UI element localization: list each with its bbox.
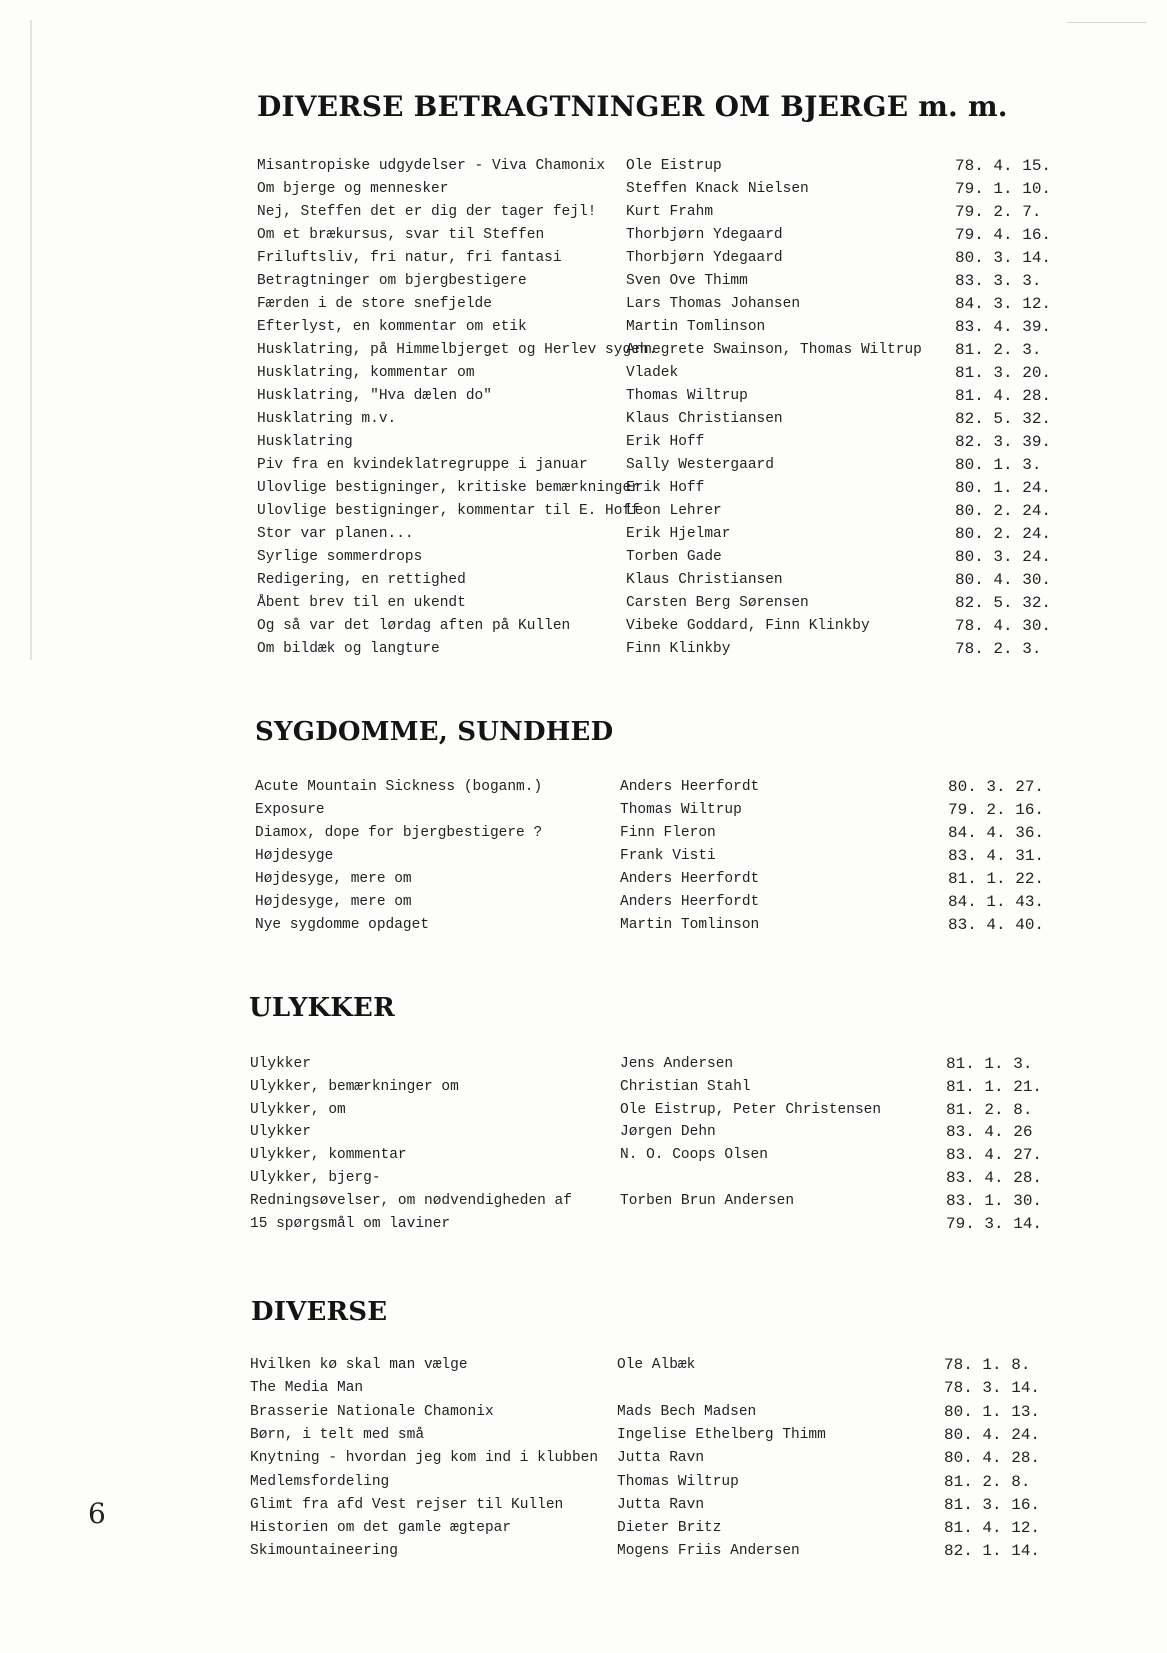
entry-title: Om bildæk og langture [257,641,440,657]
entry-title: Husklatring, "Hva dælen do" [257,388,492,404]
entry-author: Lars Thomas Johansen [626,296,801,312]
entry-title: Historien om det gamle ægtepar [250,1520,512,1537]
entry-title: The Media Man [250,1380,364,1397]
entry-author: Dieter Britz [617,1520,722,1537]
entry-title: Højdesyge [255,848,334,864]
entry-author: Ole Eistrup [626,158,722,174]
entry-reference: 81. 2. 8. [944,1472,1031,1491]
entry-reference: 83. 4. 31. [948,847,1045,865]
entry-reference: 81. 3. 20. [955,364,1052,382]
entry-title: Diamox, dope for bjergbestigere ? [255,825,543,841]
entry-reference: 80. 4. 28. [944,1449,1041,1468]
entry-reference: 79. 2. 16. [948,801,1045,819]
entry-reference: 84. 1. 43. [948,893,1045,911]
entry-author: Thomas Wiltrup [620,802,742,818]
entry-title: Højdesyge, mere om [255,894,412,910]
entry-author: Anders Heerfordt [620,779,760,795]
entry-title: Knytning - hvordan jeg kom ind i klubben [250,1450,599,1467]
entry-reference: 78. 4. 30. [955,617,1052,635]
page-number: 6 [88,1497,106,1530]
entry-author: Erik Hoff [626,480,705,496]
entry-author: Sven Ove Thimm [626,273,748,289]
entry-title: Efterlyst, en kommentar om etik [257,319,527,335]
entry-title: Nej, Steffen det er dig der tager fejl! [257,204,597,220]
entry-author: Torben Brun Andersen [620,1192,795,1209]
entry-reference: 80. 1. 13. [944,1402,1041,1421]
entry-reference: 81. 2. 3. [955,341,1042,359]
entry-author: Jens Andersen [620,1056,734,1072]
entry-title: Husklatring, på Himmelbjerget og Herlev sygeh. [257,342,658,358]
entry-title: Brasserie Nationale Chamonix [250,1403,494,1420]
section-heading-bjerge: DIVERSE BETRAGTNINGER OM BJERGE m. m. [257,90,1008,123]
entry-author: Vibeke Goddard, Finn Klinkby [626,618,870,634]
entry-reference: 78. 2. 3. [955,640,1042,658]
entry-reference: 83. 4. 39. [955,318,1052,336]
entry-title: 15 spørgsmål om laviner [250,1215,451,1232]
entry-reference: 83. 1. 30. [946,1191,1043,1210]
entry-author: Erik Hjelmar [626,526,731,542]
entry-author: Klaus Christiansen [626,572,783,588]
entry-reference: 79. 2. 7. [955,203,1042,221]
entry-title: Nye sygdomme opdaget [255,917,430,933]
entry-reference: 80. 1. 24. [955,479,1052,497]
entry-author: Klaus Christiansen [626,411,783,427]
entry-author: Annegrete Swainson, Thomas Wiltrup [626,342,922,358]
entry-reference: 81. 3. 16. [944,1495,1041,1514]
entry-reference: 78. 1. 8. [944,1356,1031,1374]
entry-author: Torben Gade [626,549,722,565]
entry-title: Syrlige sommerdrops [257,549,423,565]
entry-reference: 83. 4. 28. [946,1169,1043,1187]
scan-mark [1067,22,1147,23]
entry-title: Betragtninger om bjergbestigere [257,273,527,289]
entry-author: Anders Heerfordt [620,871,760,887]
entry-author: Martin Tomlinson [626,319,766,335]
entry-reference: 79. 3. 14. [946,1214,1043,1233]
entry-title: Medlemsfordeling [250,1473,390,1490]
entry-title: Ulykker, kommentar [250,1147,407,1164]
entry-title: Børn, i telt med små [250,1426,425,1443]
entry-title: Friluftsliv, fri natur, fri fantasi [257,250,562,266]
entry-title: Acute Mountain Sickness (boganm.) [255,779,543,795]
entry-author: Ingelise Ethelberg Thimm [617,1426,826,1443]
entry-reference: 80. 2. 24. [955,502,1052,520]
entry-author: Mads Bech Madsen [617,1403,757,1420]
entry-reference: 82. 3. 39. [955,433,1052,451]
entry-author: Leon Lehrer [626,503,722,519]
entry-reference: 78. 3. 14. [944,1379,1041,1398]
entry-reference: 80. 4. 30. [955,571,1052,589]
entry-author: Thomas Wiltrup [617,1473,739,1490]
section-heading-diverse: DIVERSE [251,1297,388,1327]
entry-reference: 80. 3. 14. [955,249,1052,267]
entry-reference: 81. 1. 21. [946,1077,1043,1096]
entry-author: Martin Tomlinson [620,917,760,933]
entry-title: Hvilken kø skal man vælge [250,1357,468,1373]
entry-reference: 83. 4. 40. [948,916,1045,934]
entry-reference: 83. 4. 26 [946,1123,1033,1142]
entry-title: Husklatring m.v. [257,411,397,427]
entry-author: N. O. Coops Olsen [620,1147,768,1164]
entry-title: Misantropiske udgydelser - Viva Chamonix [257,158,606,174]
entry-author: Vladek [626,365,679,381]
entry-title: Om bjerge og mennesker [257,181,449,197]
entry-author: Jørgen Dehn [620,1124,716,1141]
entry-author: Ole Eistrup, Peter Christensen [620,1101,882,1118]
entry-title: Exposure [255,802,325,818]
entry-title: Ulykker, bjerg- [250,1170,381,1186]
entry-author: Jutta Ravn [617,1496,705,1513]
entry-author: Mogens Friis Andersen [617,1543,800,1560]
entry-author: Thorbjørn Ydegaard [626,250,783,266]
entry-author: Sally Westergaard [626,457,774,473]
entry-title: Stor var planen... [257,526,414,542]
entry-title: Redningsøvelser, om nødvendigheden af [250,1192,572,1209]
entry-author: Steffen Knack Nielsen [626,181,809,197]
entry-title: Husklatring, kommentar om [257,365,475,381]
entry-reference: 80. 1. 3. [955,456,1042,474]
entry-author: Frank Visti [620,848,716,864]
entry-author: Thorbjørn Ydegaard [626,227,783,243]
entry-author: Kurt Frahm [626,204,714,220]
entry-title: Færden i de store snefjelde [257,296,492,312]
entry-title: Redigering, en rettighed [257,572,466,588]
entry-reference: 78. 4. 15. [955,157,1052,175]
entry-title: Og så var det lørdag aften på Kullen [257,618,571,634]
entry-author: Thomas Wiltrup [626,388,748,404]
entry-author: Ole Albæk [617,1357,696,1373]
entry-author: Erik Hoff [626,434,705,450]
entry-reference: 81. 2. 8. [946,1100,1033,1119]
binding-shadow [30,20,32,660]
entry-title: Husklatring [257,434,353,450]
entry-reference: 83. 4. 27. [946,1146,1043,1165]
entry-reference: 82. 1. 14. [944,1542,1041,1561]
entry-author: Finn Klinkby [626,641,731,657]
entry-author: Carsten Berg Sørensen [626,595,809,611]
entry-title: Højdesyge, mere om [255,871,412,887]
entry-reference: 84. 4. 36. [948,824,1045,842]
entry-author: Christian Stahl [620,1078,751,1095]
entry-reference: 79. 4. 16. [955,226,1052,244]
entry-title: Ulykker [250,1056,311,1072]
section-heading-ulykker: ULYKKER [249,993,395,1023]
entry-reference: 84. 3. 12. [955,295,1052,313]
entry-reference: 81. 4. 12. [944,1519,1041,1538]
entry-reference: 82. 5. 32. [955,594,1052,612]
entry-reference: 80. 2. 24. [955,525,1052,543]
entry-reference: 81. 1. 22. [948,870,1045,888]
entry-title: Glimt fra afd Vest rejser til Kullen [250,1496,564,1513]
entry-title: Ulovlige bestigninger, kritiske bemærkninger [257,480,640,496]
entry-reference: 80. 4. 24. [944,1425,1041,1444]
entry-title: Ulykker, om [250,1101,346,1118]
entry-reference: 82. 5. 32. [955,410,1052,428]
entry-reference: 81. 1. 3. [946,1055,1033,1073]
entry-reference: 83. 3. 3. [955,272,1042,290]
entry-title: Om et brækursus, svar til Steffen [257,227,545,243]
entry-title: Ulykker, bemærkninger om [250,1078,459,1095]
entry-author: Finn Fleron [620,825,716,841]
entry-title: Ulykker [250,1124,311,1141]
entry-reference: 80. 3. 24. [955,548,1052,566]
entry-author: Jutta Ravn [617,1450,705,1467]
entry-author: Anders Heerfordt [620,894,760,910]
section-heading-sygdomme: SYGDOMME, SUNDHED [255,717,614,747]
entry-reference: 80. 3. 27. [948,778,1045,796]
entry-title: Piv fra en kvindeklatregruppe i januar [257,457,588,473]
entry-reference: 79. 1. 10. [955,180,1052,198]
entry-title: Åbent brev til en ukendt [257,595,466,611]
entry-title: Skimountaineering [250,1543,398,1560]
entry-title: Ulovlige bestigninger, kommentar til E. Hoff [257,503,640,519]
entry-reference: 81. 4. 28. [955,387,1052,405]
